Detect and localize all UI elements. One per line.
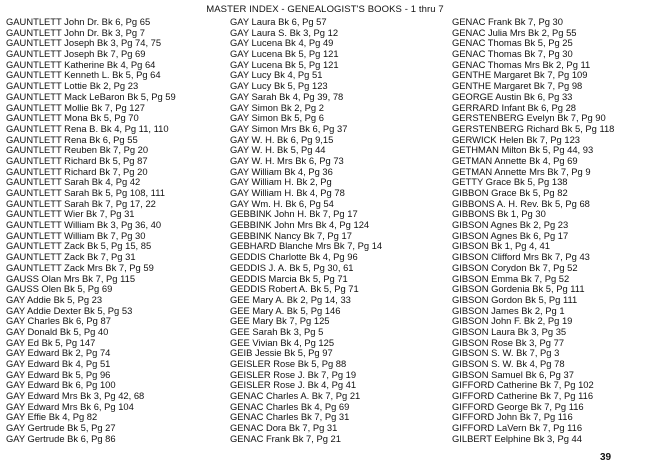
index-entry: GAUNTLETT Zack Bk 7, Pg 31 [6, 252, 136, 263]
index-entry: GEDDIS J. A. Bk 5, Pg 30, 61 [230, 262, 354, 273]
index-entry: GENTHE Margaret Bk 7, Pg 98 [452, 81, 583, 92]
index-entry: GAY Addie Bk 5, Pg 23 [6, 294, 103, 305]
index-entry: GAUNTLETT Rena B. Bk 4, Pg 11, 110 [6, 123, 169, 134]
index-entry: GAY Wm. H. Bk 6, Pg 54 [230, 198, 334, 209]
index-entry: GETTY Grace Bk 5, Pg 138 [452, 177, 568, 188]
index-entry: GIBSON S. W. Bk 7, Pg 3 [452, 348, 560, 359]
index-column-3 [452, 17, 648, 445]
index-entry: GIBBON Grace Bk 5, Pg 82 [452, 188, 568, 198]
index-entry: GILBERT Eelphine Bk 3, Pg 44 [452, 433, 582, 444]
index-entry: GIFFORD LaVern Bk 7, Pg 116 [452, 423, 583, 434]
index-entry: GAY Lucena Bk 4, Pg 49 [230, 38, 334, 49]
index-entry: GERSTENBERG Richard Bk 5, Pg 118 [452, 123, 615, 134]
index-entry: GAY Edward Mrs Bk 6, Pg 104 [6, 401, 134, 412]
index-entry: GIFFORD John Bk 7, Pg 116 [452, 412, 573, 423]
index-entry: GIBSON Agnes Bk 2, Pg 23 [452, 220, 569, 231]
index-entry: GIFFORD George Bk 7, Pg 116 [452, 401, 584, 412]
index-entry: GEDDIS Marcia Bk 5, Pg 71 [230, 273, 348, 284]
index-entry: GAY Simon Bk 5, Pg 6 [230, 113, 324, 124]
index-entry: GERWICK Helen Bk 7, Pg 123 [452, 134, 581, 145]
index-entry: GETHMAN Milton Bk 5, Pg 44, 93 [452, 145, 594, 156]
index-entry: GIBSON Bk 1, Pg 4, 41 [452, 241, 550, 252]
index-entry: GENTHE Margaret Bk 7, Pg 109 [452, 70, 588, 81]
index-entry: GAUNTLETT Mack LeBaron Bk 5, Pg 59 [6, 91, 176, 102]
index-entry: GAY W. H. Bk 6, Pg 9,15 [230, 134, 334, 145]
index-column-2 [230, 17, 452, 445]
index-entry: GAUNTLETT Katherine Bk 4, Pg 64 [6, 59, 156, 70]
index-entry: GENAC Charles A. Bk 7, Pg 21 [230, 391, 361, 402]
index-entry: GAUNTLETT Richard Bk 7, Pg 20 [6, 166, 148, 177]
index-entry: GIBSON Gordon Bk 5, Pg 111 [452, 294, 578, 305]
index-entry: GEBHARD Blanche Mrs Bk 7, Pg 14 [230, 241, 383, 252]
index-entry: GAUNTLETT Zack Mrs Bk 7, Pg 59 [6, 262, 154, 273]
index-entry: GENAC Thomas Bk 5, Pg 25 [452, 38, 573, 49]
index-entry: GIBSON Samuel Bk 6, Pg 37 [452, 369, 574, 380]
index-entry: GEBBINK John Mrs Bk 4, Pg 124 [230, 220, 370, 231]
index-entry: GIBSON James Bk 2, Pg 1 [452, 305, 565, 316]
index-entry: GAUNTLETT Mona Bk 5, Pg 70 [6, 113, 139, 124]
index-entry: GEE Mary A. Bk 5, Pg 146 [230, 305, 341, 316]
index-entry: GAY Edward Bk 6, Pg 100 [6, 380, 116, 391]
index-entry: GERRARD Infant Bk 6, Pg 28 [452, 102, 577, 113]
index-entry: GIBBONS A. H. Rev. Bk 5, Pg 68 [452, 198, 590, 209]
index-entry: GAY W. H. Mrs Bk 6, Pg 73 [230, 155, 344, 166]
index-entry: GIFFORD Catherine Bk 7, Pg 116 [452, 391, 594, 402]
index-entry: GETMAN Annette Mrs Bk 7, Pg 9 [452, 166, 591, 177]
index-entry: GIBBONS Bk 1, Pg 30 [452, 209, 546, 220]
index-entry: GIBSON Agnes Bk 6, Pg 17 [452, 230, 569, 241]
index-entry: GAUNTLETT William Bk 7, Pg 30 [6, 230, 146, 241]
index-entry: GIBSON Corydon Bk 7, Pg 52 [452, 262, 578, 273]
page-number: 39 [600, 452, 612, 463]
index-entry: GAY Lucy Bk 5, Pg 123 [230, 81, 328, 92]
index-entry: GENAC Julia Mrs Bk 2, Pg 55 [452, 27, 577, 38]
index-entry: GAY Gertrude Bk 5, Pg 27 [6, 423, 116, 434]
index-entry: GAY Addie Dexter Bk 5, Pg 53 [6, 305, 133, 316]
index-entry: GENAC Dora Bk 7, Pg 31 [230, 423, 338, 434]
index-entry: GAY Edward Bk 4, Pg 51 [6, 359, 111, 369]
index-entry: GAY Gertrude Bk 6, Pg 86 [6, 433, 116, 444]
index-entry: GIFFORD Catherine Bk 7, Pg 102 [452, 380, 594, 391]
index-entry: GAY Donald Bk 5, Pg 40 [6, 326, 109, 337]
index-entry: GIBSON Emma Bk 7, Pg 52 [452, 273, 570, 284]
index-entry: GAY Edward Bk 5, Pg 96 [6, 369, 111, 380]
index-entry: GENAC Charles Bk 4, Pg 69 [230, 401, 350, 412]
index-entry: GENAC Frank Bk 7, Pg 21 [230, 433, 341, 444]
index-entry: GAY Lucy Bk 4, Pg 51 [230, 70, 323, 81]
index-entry: GIBSON Laura Bk 3, Pg 35 [452, 326, 567, 337]
index-entry: GEISLER Rose J. Bk 7, Pg 19 [230, 369, 357, 380]
index-columns [6, 17, 646, 445]
index-entry: GAUNTLETT Lottie Bk 2, Pg 23 [6, 81, 139, 92]
index-entry: GAUNTLETT Rena Bk 6, Pg 55 [6, 134, 138, 145]
index-entry: GEBBINK Nancy Bk 7, Pg 17 [230, 230, 352, 241]
index-entry: GENAC Charles Bk 7, Pg 31 [230, 412, 350, 423]
index-entry: GAY Lucena Bk 5, Pg 121 [230, 49, 339, 60]
index-entry: GAUNTLETT Joseph Bk 3, Pg 74, 75 [6, 38, 162, 49]
index-entry: GEORGE Austin Bk 6, Pg 33 [452, 91, 573, 102]
index-entry: GAUSS Olan Mrs Bk 7, Pg 115 [6, 273, 136, 284]
index-entry: GAUNTLETT Joseph Bk 7, Pg 69 [6, 49, 146, 60]
index-entry: GAY Effie Bk 4, Pg 82 [6, 412, 98, 423]
index-entry: GAY Simon Mrs Bk 6, Pg 37 [230, 123, 348, 134]
page-title: MASTER INDEX - GENEALOGIST'S BOOKS - 1 thru 7 [206, 4, 444, 15]
index-entry: GAY Edward Mrs Bk 3, Pg 42, 68 [6, 391, 145, 402]
index-entry: GAY William Bk 4, Pg 36 [230, 166, 333, 177]
index-entry: GAUNTLETT Sarah Bk 7, Pg 17, 22 [6, 198, 156, 209]
index-entry: GAUNTLETT William Bk 3, Pg 36, 40 [6, 220, 162, 231]
index-entry: GEE Mary A. Bk 2, Pg 14, 33 [230, 294, 351, 305]
index-entry: GEE Mary Bk 7, Pg 125 [230, 316, 330, 327]
index-entry: GEISLER Rose J. Bk 4, Pg 41 [230, 380, 357, 391]
index-entry: GEBBINK John H. Bk 7, Pg 17 [230, 209, 358, 220]
index-entry: GENAC Thomas Mrs Bk 2, Pg 11 [452, 59, 591, 70]
index-entry: GAUNTLETT Sarah Bk 4, Pg 42 [6, 177, 141, 188]
index-entry: GIBSON Clifford Mrs Bk 7, Pg 43 [452, 252, 590, 263]
index-entry: GAY Ed Bk 5, Pg 147 [6, 337, 96, 348]
index-entry: GAUSS Olen Bk 5, Pg 69 [6, 284, 113, 295]
index-entry: GIBSON Gordenia Bk 5, Pg 111 [452, 284, 585, 295]
index-entry: GEE Vivian Bk 4, Pg 125 [230, 337, 335, 348]
index-entry: GAY Edward Bk 2, Pg 74 [6, 348, 111, 359]
index-entry: GAUNTLETT Mollie Bk 7, Pg 127 [6, 102, 145, 113]
index-entry: GAUNTLETT Wier Bk 7, Pg 31 [6, 209, 135, 220]
index-entry: GIBSON John F. Bk 2, Pg 19 [452, 316, 573, 327]
index-entry: GAY Lucena Bk 5, Pg 121 [230, 59, 339, 70]
index-entry: GAUNTLETT Reuben Bk 7, Pg 20 [6, 145, 149, 156]
index-entry: GAUNTLETT John Dr. Bk 6, Pg 65 [6, 17, 151, 27]
index-entry: GAY William H. Bk 4, Pg 78 [230, 188, 345, 198]
index-entry: GAY Simon Bk 2, Pg 2 [230, 102, 324, 113]
index-entry: GAY Laura Bk 6, Pg 57 [230, 17, 327, 27]
index-entry: GEDDIS Charlotte Bk 4, Pg 96 [230, 252, 358, 263]
index-entry: GAUNTLETT Richard Bk 5, Pg 87 [6, 155, 148, 166]
index-entry: GEISLER Rose Bk 5, Pg 88 [230, 359, 347, 369]
index-entry: GAUNTLETT Sarah Bk 5, Pg 108, 111 [6, 188, 165, 198]
index-entry: GAUNTLETT Kenneth L. Bk 5, Pg 64 [6, 70, 161, 81]
index-entry: GEE Sarah Bk 3, Pg 5 [230, 326, 324, 337]
index-entry: GAY W. H. Bk 5, Pg 44 [230, 145, 326, 156]
index-entry: GENAC Thomas Bk 7, Pg 30 [452, 49, 573, 60]
index-entry: GIBSON Rose Bk 3, Pg 77 [452, 337, 565, 348]
index-entry: GEDDIS Robert A. Bk 5, Pg 71 [230, 284, 359, 295]
index-entry: GIBSON S. W. Bk 4, Pg 78 [452, 359, 565, 369]
index-entry: GAUNTLETT John Dr. Bk 3, Pg 7 [6, 27, 145, 38]
index-entry: GERSTENBERG Evelyn Bk 7, Pg 90 [452, 113, 606, 124]
index-entry: GAY Laura S. Bk 3, Pg 12 [230, 27, 339, 38]
index-entry: GAY Sarah Bk 4, Pg 39, 78 [230, 91, 344, 102]
index-entry: GENAC Frank Bk 7, Pg 30 [452, 17, 563, 27]
index-entry: GAY Charles Bk 6, Pg 87 [6, 316, 111, 327]
index-entry: GETMAN Annette Bk 4, Pg 69 [452, 155, 578, 166]
index-entry: GAY William H. Bk 2, Pg [230, 177, 332, 188]
index-entry: GAUNTLETT Zack Bk 5, Pg 15, 85 [6, 241, 152, 252]
index-entry: GEIB Jessie Bk 5, Pg 97 [230, 348, 333, 359]
index-column-1 [6, 17, 226, 445]
